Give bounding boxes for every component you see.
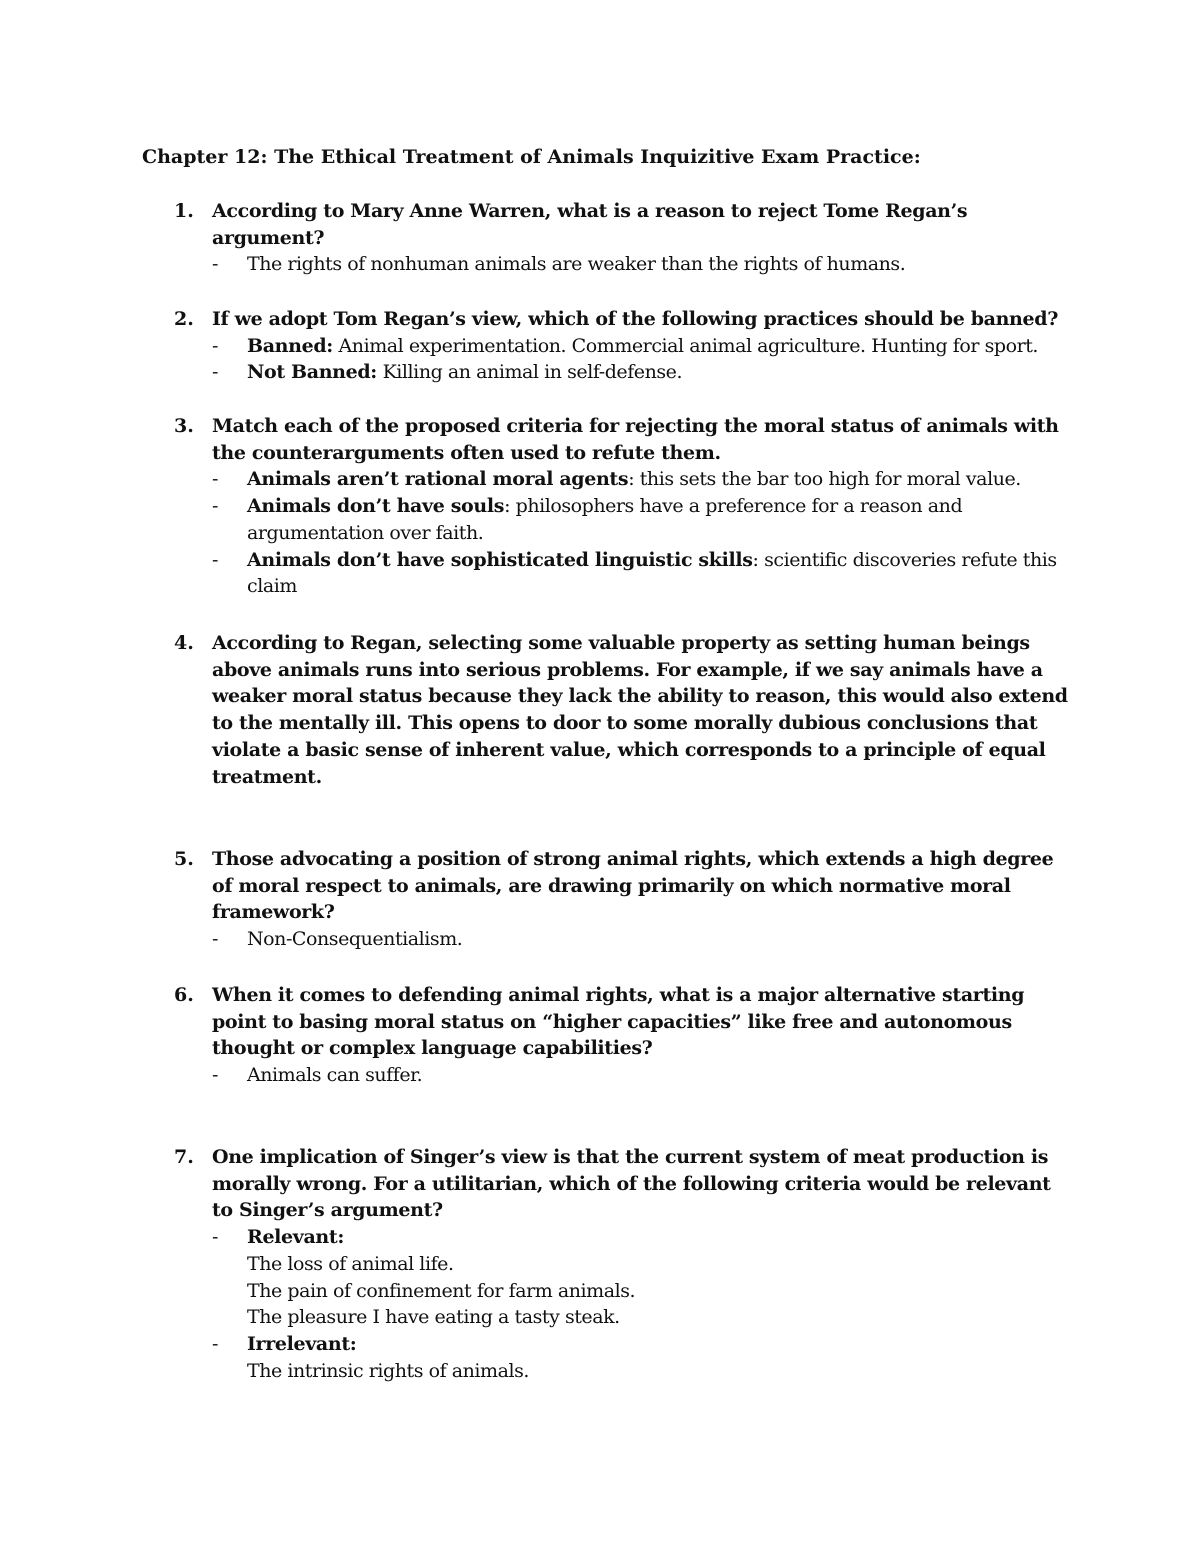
answer-text: The rights of nonhuman animals are weaker than the rights of humans. xyxy=(247,253,906,276)
question-number: 1. xyxy=(174,200,194,222)
question-text: If we adopt Tom Regan’s view, which of the following practices should be banned? xyxy=(212,308,1058,330)
question-text: According to Mary Anne Warren, what is a reason to reject Tome Regan’s argument? xyxy=(212,200,968,249)
answer-label: Animals don’t have sophisticated linguistic skills xyxy=(247,548,753,571)
answer-item xyxy=(212,1331,1072,1384)
answer-text: : this sets the bar too high for moral value. xyxy=(628,468,1021,491)
answer-line: The intrinsic rights of animals. xyxy=(247,1359,529,1382)
answer-line: The pain of confinement for farm animals. xyxy=(247,1279,636,1302)
answer-line: The pleasure I have eating a tasty steak. xyxy=(247,1306,620,1329)
question-number: 5. xyxy=(174,848,194,870)
dash-bullet: - xyxy=(212,495,218,518)
answer-text: : philosophers have a preference for a reason and argumentation over faith. xyxy=(247,495,963,544)
answer-label: Animals aren’t rational moral agents xyxy=(247,468,629,491)
question-4 xyxy=(142,630,1072,790)
question-text: Match each of the proposed criteria for rejecting the moral status of animals with the counterarguments often used to refute them. xyxy=(212,415,1059,464)
question-text: According to Regan, selecting some valuable property as setting human beings above animals runs into serious problems. For example, if we say animals have a weaker moral status because they lack the ability to reason, this would also extend to the mentally ill. This opens to door to some morally dubious conclusions that violate a basic sense of inherent value, which corresponds to a principle of equal treatment. xyxy=(212,632,1068,788)
dash-bullet: - xyxy=(212,1064,218,1087)
answer-item xyxy=(212,466,1072,493)
dash-bullet: - xyxy=(212,928,218,951)
dash-bullet: - xyxy=(212,253,218,276)
answer-label: Relevant: xyxy=(247,1226,344,1249)
answer-label: Irrelevant: xyxy=(247,1332,357,1355)
question-number: 7. xyxy=(174,1146,194,1168)
answer-item xyxy=(212,359,1072,386)
question-number: 2. xyxy=(174,308,194,330)
question-2 xyxy=(142,306,1072,386)
question-7 xyxy=(142,1144,1072,1384)
dash-bullet: - xyxy=(212,468,218,491)
answer-text: Non-Consequentialism. xyxy=(247,928,463,951)
page-title: Chapter 12: The Ethical Treatment of Animals Inquizitive Exam Practice: xyxy=(142,146,921,168)
answer-label: Animals don’t have souls xyxy=(247,495,505,518)
dash-bullet: - xyxy=(212,1332,218,1355)
question-number: 4. xyxy=(174,632,194,654)
question-number: 3. xyxy=(174,415,194,437)
answer-label: Banned: xyxy=(247,334,333,357)
answer-item xyxy=(212,333,1072,360)
question-1 xyxy=(142,198,1072,278)
dash-bullet: - xyxy=(212,1226,218,1249)
answer-item xyxy=(212,1062,1072,1089)
answer-item xyxy=(212,251,1072,278)
question-3 xyxy=(142,413,1072,600)
dash-bullet: - xyxy=(212,361,218,384)
answer-item xyxy=(212,1224,1072,1331)
answer-text: : scientific discoveries refute this claim xyxy=(247,548,1057,598)
answer-text: Animals can suffer. xyxy=(247,1064,423,1087)
question-text: When it comes to defending animal rights, what is a major alternative starting point to basing moral status on “higher capacities” like free and autonomous thought or complex language capabilities? xyxy=(212,984,1025,1060)
dash-bullet: - xyxy=(212,334,218,357)
question-6 xyxy=(142,982,1072,1089)
answer-label: Not Banned: xyxy=(247,361,377,384)
answer-text: Animal experimentation. Commercial animal agriculture. Hunting for sport. xyxy=(338,334,1039,357)
answer-line: The loss of animal life. xyxy=(247,1252,454,1275)
question-text: One implication of Singer’s view is that the current system of meat production is morally wrong. For a utilitarian, which of the following criteria would be relevant to Singer’s argument? xyxy=(212,1146,1051,1222)
answer-text: Killing an animal in self-defense. xyxy=(382,361,683,384)
answer-item xyxy=(212,926,1072,953)
dash-bullet: - xyxy=(212,548,218,571)
answer-item xyxy=(212,547,1072,600)
answer-item xyxy=(212,493,1072,546)
question-number: 6. xyxy=(174,984,194,1006)
question-5 xyxy=(142,846,1072,953)
question-text: Those advocating a position of strong animal rights, which extends a high degree of moral respect to animals, are drawing primarily on which normative moral framework? xyxy=(212,848,1054,924)
